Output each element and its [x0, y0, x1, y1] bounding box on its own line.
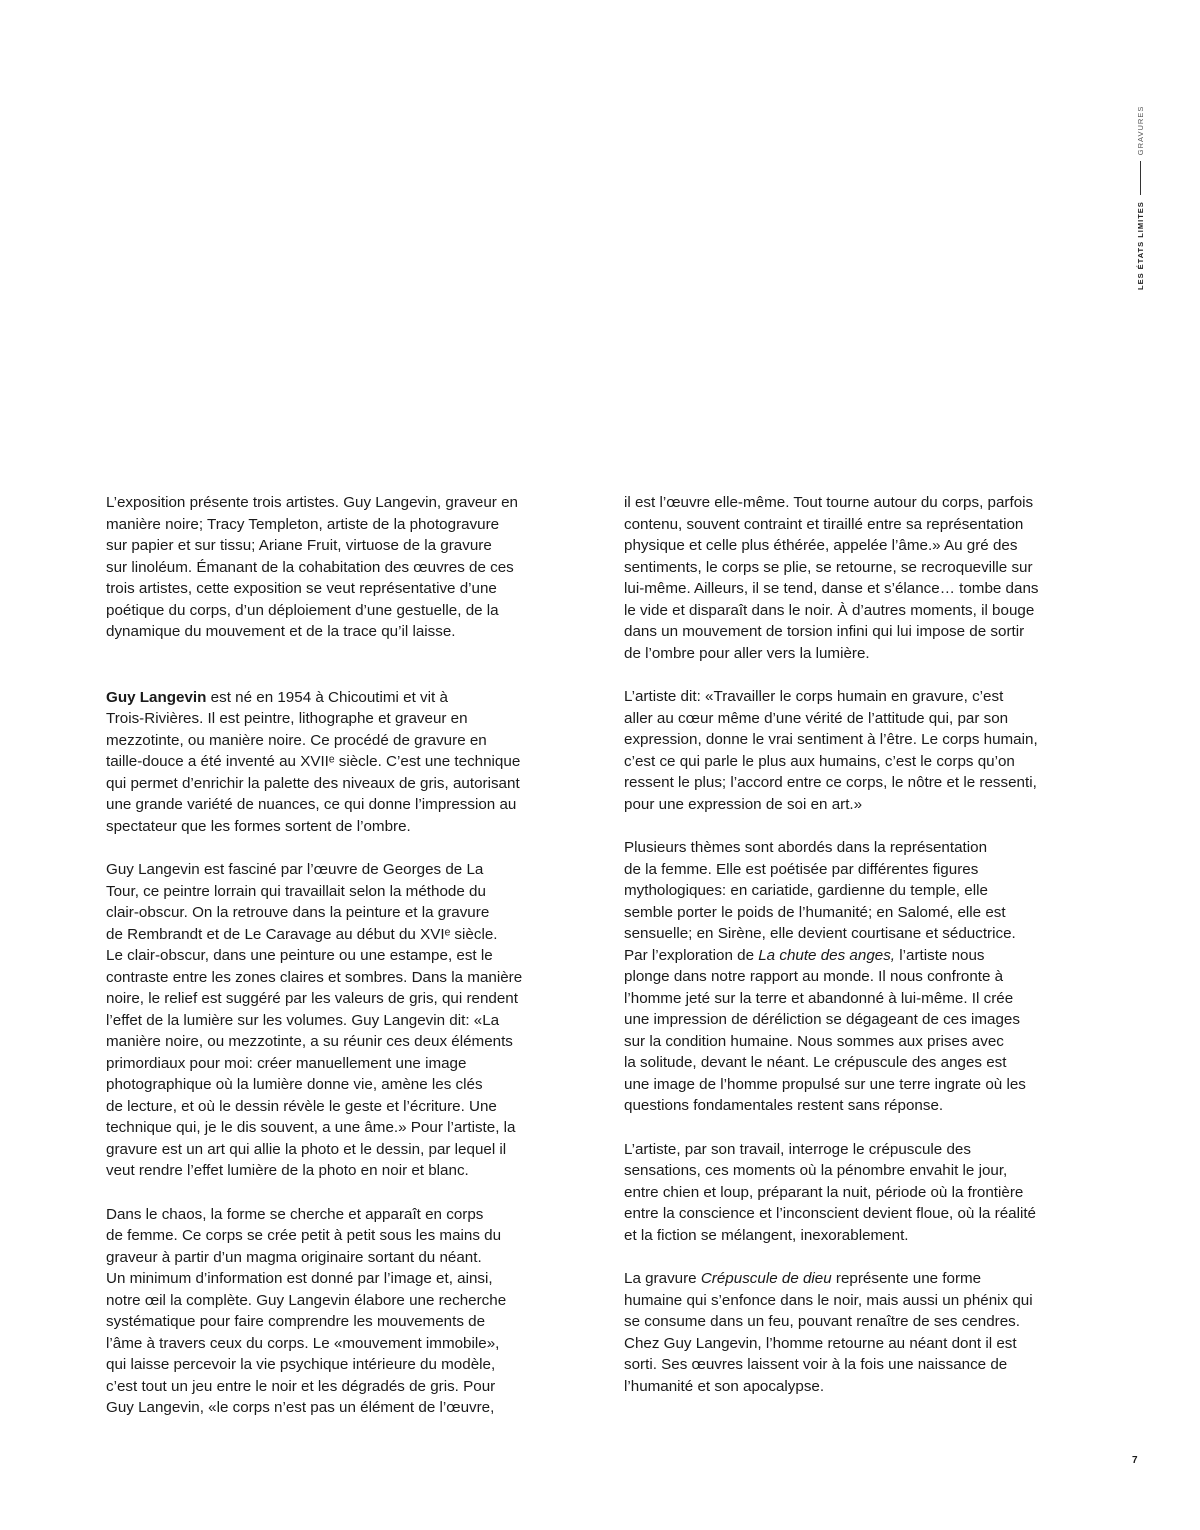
text-line: entre chien et loup, préparant la nuit, période où la frontière	[624, 1183, 1024, 1201]
text-line: l’homme jeté sur la terre et abandonné à lui-même. Il crée	[624, 989, 1014, 1007]
text-line: qui permet d’enrichir la palette des niveaux de gris, autorisant	[106, 774, 520, 792]
text-line: technique qui, je le dis souvent, a une âme.» Pour l’artiste, la	[106, 1119, 516, 1136]
text-line: noire, le relief est suggéré par les valeurs de gris, qui rendent	[106, 990, 518, 1007]
text-line: de femme. Ce corps se crée petit à petit sous les mains du	[106, 1227, 502, 1244]
text-line: Guy Langevin est fasciné par l’œuvre de Georges de La	[106, 861, 484, 878]
text-line: mezzotinte, ou manière noire. Ce procédé de gravure en	[106, 731, 487, 749]
text-line: Le clair-obscur, dans une peinture ou une estampe, est le	[106, 947, 493, 964]
text-line: se consume dans un feu, pouvant renaître de ses cendres.	[624, 1313, 1020, 1330]
text-line: de l’ombre pour aller vers la lumière.	[624, 644, 870, 662]
text-line: c’est ce qui parle le plus aux humains, c’est le corps qu’on	[624, 752, 1015, 770]
text-line: aller au cœur même d’une vérité de l’attitude qui, par son	[624, 709, 1009, 727]
text-line: Guy Langevin est né en 1954 à Chicoutimi et vit à	[106, 688, 448, 706]
text-line: Chez Guy Langevin, l’homme retourne au néant dont il est	[624, 1334, 1017, 1352]
text-line: humaine qui s’enfonce dans le noir, mais aussi un phénix qui	[624, 1291, 1033, 1309]
text-line: veut rendre l’effet lumière de la photo en noir et blanc.	[106, 1162, 469, 1179]
text-line: sur la condition humaine. Nous sommes aux prises avec	[624, 1032, 1004, 1050]
text-line: manière noire; Tracy Templeton, artiste de la photogravure	[106, 515, 500, 533]
text-line: la solitude, devant le néant. Le crépuscule des anges est	[624, 1054, 1007, 1071]
paragraph-crepuscule	[624, 1139, 1069, 1247]
text-line: questions fondamentales restent sans réponse.	[624, 1097, 944, 1114]
text-line: il est l’œuvre elle-même. Tout tourne autour du corps, parfois	[624, 494, 1034, 511]
text-line: photographique où la lumière donne vie, amène les clés	[106, 1076, 483, 1093]
text-line: Par l’exploration de La chute des anges, l’artiste nous	[624, 946, 985, 964]
text-line: spectateur que les formes sortent de l’ombre.	[106, 817, 411, 835]
text-line: L’artiste, par son travail, interroge le crépuscule des	[624, 1140, 971, 1158]
text-line: sur linoléum. Émanant de la cohabitation des œuvres de ces	[106, 558, 514, 576]
text-line: graveur à partir d’un magma originaire sortant du néant.	[106, 1248, 482, 1266]
text-line: de lecture, et où le dessin révèle le geste et l’écriture. Une	[106, 1097, 497, 1115]
artwork-title: La chute des anges,	[758, 946, 896, 964]
text-line: mythologiques: en cariatide, gardienne du temple, elle	[624, 882, 988, 899]
paragraph-gravure	[624, 1268, 1069, 1397]
text-line: l’âme à travers ceux du corps. Le «mouvement immobile»,	[106, 1334, 500, 1352]
text-line: L’artiste dit: «Travailler le corps humain en gravure, c’est	[624, 688, 1004, 705]
text-line: manière noire, ou mezzotinte, a su réunir ces deux éléments	[106, 1033, 513, 1050]
paragraph-themes	[624, 837, 1069, 1117]
text-line: primordiaux pour moi: créer manuellement une image	[106, 1054, 467, 1072]
paragraph-biography	[106, 687, 556, 838]
text-line: une grande variété de nuances, ce qui donne l’impression au	[106, 796, 517, 813]
text-line: plonge dans notre rapport au monde. Il nous confronte à	[624, 968, 1004, 985]
text-line: gravure est un art qui allie la photo et le dessin, par lequel il	[106, 1140, 507, 1158]
text-line: Plusieurs thèmes sont abordés dans la représentation	[624, 839, 988, 856]
running-head-rule	[1140, 161, 1141, 195]
text-line: sensuelle; en Sirène, elle devient courtisane et séductrice.	[624, 925, 1016, 942]
text-line: qui laisse percevoir la vie psychique intérieure du modèle,	[106, 1356, 496, 1373]
text-line: c’est tout un jeu entre le noir et les dégradés de gris. Pour	[106, 1377, 496, 1395]
page-number: 7	[1132, 1455, 1138, 1466]
text-line: taille-douce a été inventé au XVIIᵉ siècle. C’est une technique	[106, 753, 521, 770]
text-line: contraste entre les zones claires et sombres. Dans la manière	[106, 968, 523, 986]
text-line: de Rembrandt et de Le Caravage au début du XVIᵉ siècle.	[106, 925, 498, 943]
text-line: Dans le chaos, la forme se cherche et apparaît en corps	[106, 1205, 484, 1223]
text-line: une impression de déréliction se dégageant de ces images	[624, 1011, 1020, 1028]
text-line: Guy Langevin, «le corps n’est pas un élément de l’œuvre,	[106, 1399, 495, 1416]
paragraph-intro	[106, 492, 556, 643]
paragraph-clair-obscur	[106, 859, 556, 1182]
artist-name: Guy Langevin	[106, 688, 207, 706]
running-head	[1128, 100, 1152, 290]
text-line: l’humanité et son apocalypse.	[624, 1377, 825, 1395]
text-line: entre la conscience et l’inconscient devient floue, où la réalité	[624, 1205, 1036, 1222]
text-line: notre œil la complète. Guy Langevin élabore une recherche	[106, 1291, 507, 1309]
text-line: expression, donne le vrai sentiment à l’être. Le corps humain,	[624, 731, 1038, 748]
text-line: et la fiction se mélangent, inexorablement.	[624, 1226, 909, 1244]
text-line: pour une expression de soi en art.»	[624, 795, 863, 813]
text-line: lui-même. Ailleurs, il se tend, danse et s’élance… tombe dans	[624, 580, 1039, 597]
paragraph-quote	[624, 686, 1069, 815]
running-head-series: LES ÉTATS LIMITES	[1135, 201, 1145, 290]
text-line: Un minimum d’information est donné par l’image et, ainsi,	[106, 1270, 493, 1287]
left-column	[106, 492, 556, 1419]
text-line: semble porter le poids de l’humanité; en Salomé, elle est	[624, 903, 1006, 921]
text-line: ressent le plus; l’accord entre ce corps, le nôtre et le ressenti,	[624, 774, 1037, 791]
text-line: physique et celle plus éthérée, appelée l’âme.» Au gré des	[624, 537, 1018, 554]
running-head-section: GRAVURES	[1135, 105, 1145, 156]
text-line: contenu, souvent contraint et tiraillé entre sa représentation	[624, 515, 1024, 533]
text-line: sentiments, le corps se plie, se retourne, se recroqueville sur	[624, 558, 1033, 576]
text-line: L’exposition présente trois artistes. Guy Langevin, graveur en	[106, 494, 518, 511]
text-line: trois artistes, cette exposition se veut représentative d’une	[106, 580, 497, 597]
text-line: La gravure Crépuscule de dieu représente une forme	[624, 1270, 982, 1287]
paragraph-oeuvre	[624, 492, 1069, 664]
text-line: sensations, ces moments où la pénombre envahit le jour,	[624, 1162, 1008, 1179]
text-line: sur papier et sur tissu; Ariane Fruit, virtuose de la gravure	[106, 537, 492, 554]
right-column	[624, 492, 1069, 1397]
text-line: dynamique du mouvement et de la trace qu’il laisse.	[106, 623, 456, 640]
text-line: dans un mouvement de torsion infini qui lui impose de sortir	[624, 623, 1025, 640]
text-line: Tour, ce peintre lorrain qui travaillait selon la méthode du	[106, 882, 486, 900]
paragraph-chaos	[106, 1204, 556, 1419]
artwork-title: Crépuscule de dieu	[700, 1270, 832, 1287]
text-line: une image de l’homme propulsé sur une terre ingrate où les	[624, 1075, 1026, 1093]
text-line: le vide et disparaît dans le noir. À d’autres moments, il bouge	[624, 601, 1035, 619]
text-line: systématique pour faire comprendre les mouvements de	[106, 1313, 486, 1330]
text-line: sorti. Ses œuvres laissent voir à la fois une naissance de	[624, 1356, 1008, 1373]
text-line: l’effet de la lumière sur les volumes. Guy Langevin dit: «La	[106, 1011, 500, 1029]
text-line: poétique du corps, d’un déploiement d’une gestuelle, de la	[106, 601, 499, 619]
text-line: Trois-Rivières. Il est peintre, lithographe et graveur en	[106, 710, 468, 727]
text-line: de la femme. Elle est poétisée par différentes figures	[624, 860, 979, 878]
text-line: clair-obscur. On la retrouve dans la peinture et la gravure	[106, 904, 490, 921]
